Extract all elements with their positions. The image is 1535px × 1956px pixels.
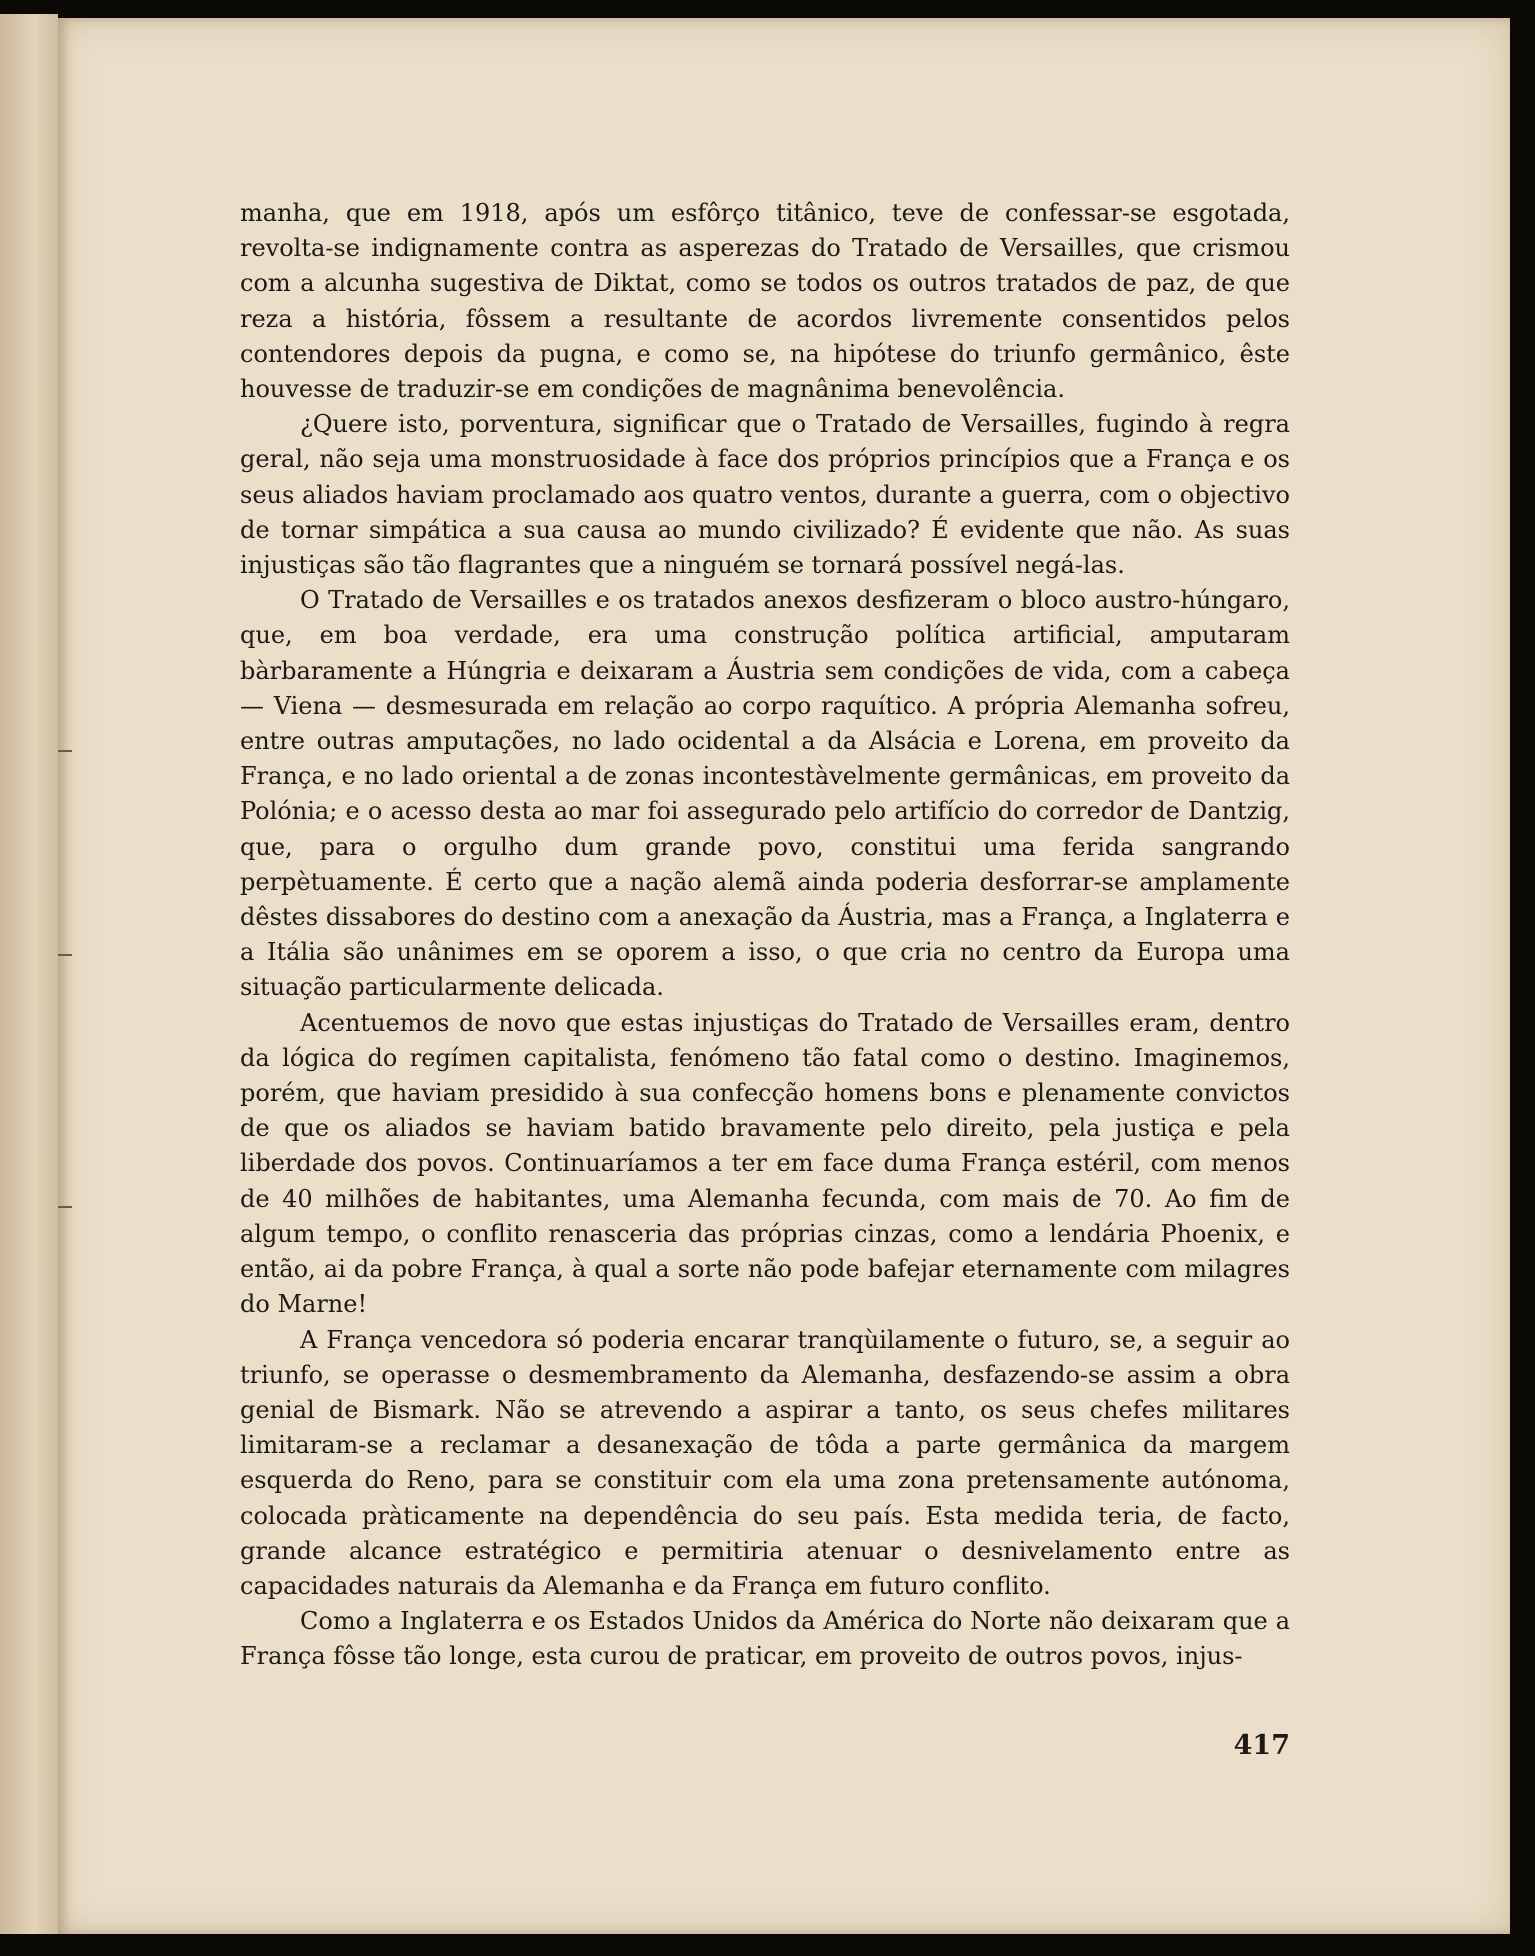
paragraph-text: Como a Inglaterra e os Estados Unidos da América do Norte não deixaram que a França fôsse tão longe, esta curou de praticar, em proveito de outros povos, injus- bbox=[240, 1607, 1290, 1671]
paragraph bbox=[240, 583, 1290, 1005]
left-page-edge bbox=[0, 14, 58, 1934]
paragraph bbox=[240, 1323, 1290, 1605]
paragraph-text: ¿Quere isto, porventura, significar que o Tratado de Versailles, fugindo à regra geral, não seja uma monstruosidade à face dos próprios princípios que a França e os seus aliados haviam proclamado aos quatro ventos, durante a guerra, com o objectivo de tornar simpática a sua causa ao mundo civilizado? É evidente que não. As suas injustiças são tão flagrantes que a ninguém se tornará possível negá-las. bbox=[240, 410, 1290, 580]
paragraph bbox=[240, 407, 1290, 583]
margin-mark bbox=[58, 1206, 72, 1208]
margin-mark bbox=[58, 750, 72, 752]
book-page bbox=[58, 18, 1510, 1934]
paragraph-text: Acentuemos de novo que estas injustiças do Tratado de Versailles eram, dentro da lógica do regímen capitalista, fenómeno tão fatal como o destino. Imaginemos, porém, que haviam presidido à sua confecção homens bons e plenamente convictos de que os aliados se haviam batido bravamente pelo direito, pela justiça e pela liberdade dos povos. Continuaríamos a ter em face duma França estéril, com menos de 40 milhões de habitantes, uma Alemanha fecunda, com mais de 70. Ao fim de algum tempo, o conflito renasceria das próprias cinzas, como a lendária Phoenix, e então, ai da pobre França, à qual a sorte não pode bafejar eternamente com milagres do Marne! bbox=[240, 1008, 1290, 1319]
paragraph bbox=[240, 196, 1290, 407]
body-text bbox=[240, 196, 1290, 1675]
page-number: 417 bbox=[1233, 1730, 1290, 1761]
paragraph bbox=[240, 1604, 1290, 1674]
paragraph-text: manha, que em 1918, após um esfôrço titânico, teve de confessar-se esgotada, revolta-se indignamente contra as asperezas do Tratado de Versailles, que crismou com a alcunha sugestiva de Diktat, como se todos os outros tratados de paz, de que reza a história, fôssem a resultante de acordos livremente consentidos pelos contendores depois da pugna, e como se, na hipótese do triunfo germânico, êste houvesse de traduzir-se em condições de magnânima benevolência. bbox=[240, 199, 1290, 404]
paragraph bbox=[240, 1006, 1290, 1323]
margin-mark bbox=[58, 954, 72, 956]
paragraph-text: O Tratado de Versailles e os tratados anexos desfizeram o bloco austro-húngaro, que, em boa verdade, era uma construção política artificial, amputaram bàrbaramente a Húngria e deixaram a Áustria sem condições de vida, com a cabeça — Viena — desmesurada em relação ao corpo raquítico. A própria Alemanha sofreu, entre outras amputações, no lado ocidental a da Alsácia e Lorena, em proveito da França, e no lado oriental a de zonas incontestàvelmente germânicas, em proveito da Polónia; e o acesso desta ao mar foi assegurado pelo artifício do corredor de Dantzig, que, para o orgulho dum grande povo, constitui uma ferida sangrando perpètuamente. É certo que a nação alemã ainda poderia desforrar-se amplamente dêstes dissabores do destino com a anexação da Áustria, mas a França, a Inglaterra e a Itália são unânimes em se oporem a isso, o que cria no centro da Europa uma situação particularmente delicada. bbox=[240, 586, 1290, 1002]
paragraph-text: A França vencedora só poderia encarar tranqùilamente o futuro, se, a seguir ao triunfo, se operasse o desmembramento da Alemanha, desfazendo-se assim a obra genial de Bismark. Não se atrevendo a aspirar a tanto, os seus chefes militares limitaram-se a reclamar a desanexação de tôda a parte germânica da margem esquerda do Reno, para se constituir com ela uma zona pretensamente autónoma, colocada pràticamente na dependência do seu país. Esta medida teria, de facto, grande alcance estratégico e permitiria atenuar o desnivelamento entre as capacidades naturais da Alemanha e da França em futuro conflito. bbox=[240, 1325, 1290, 1600]
